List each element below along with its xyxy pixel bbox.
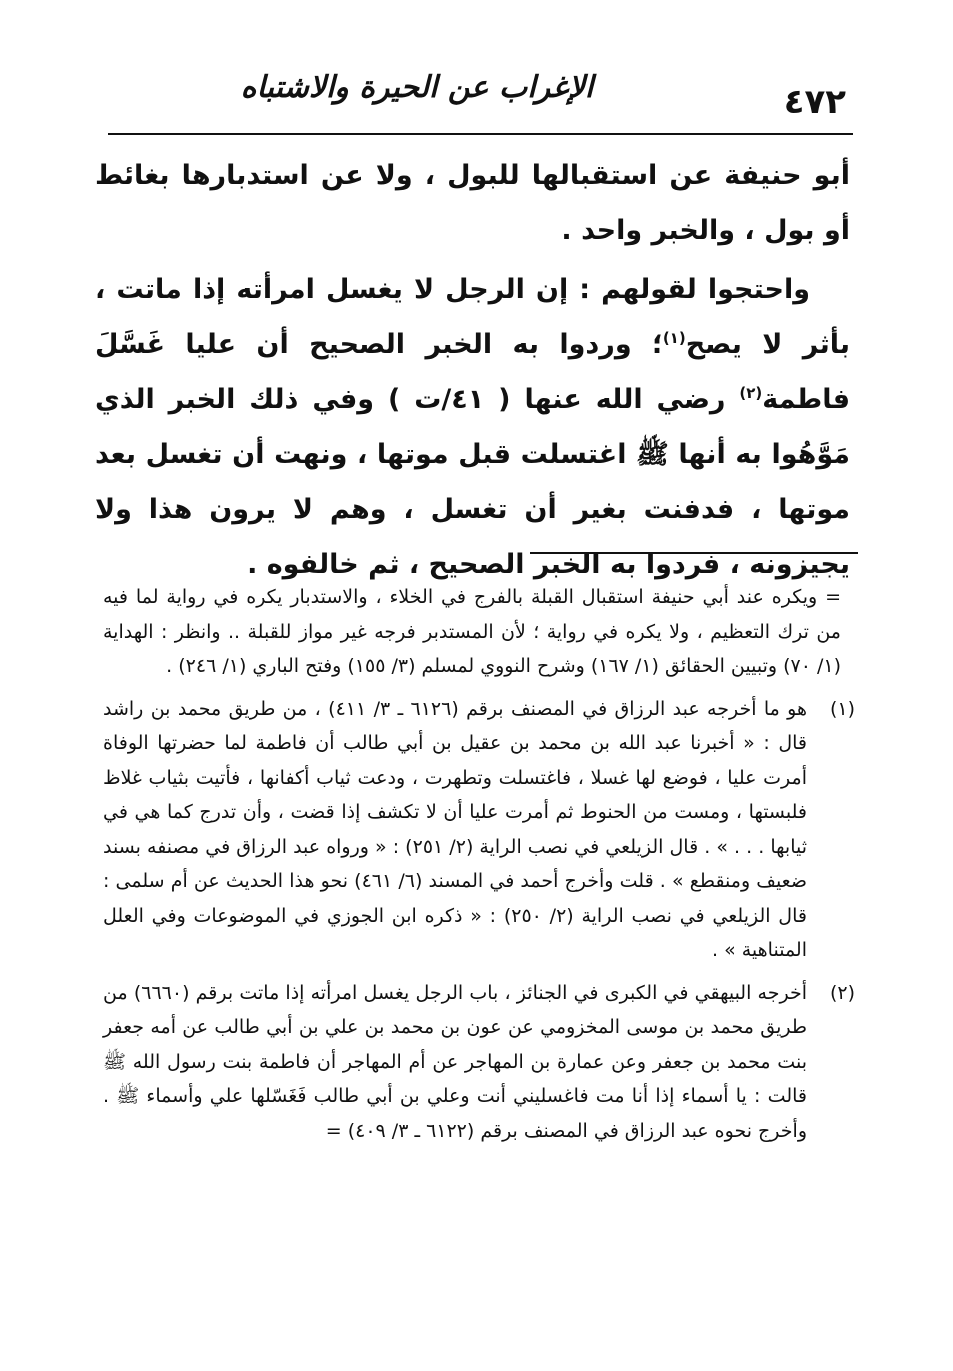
footnote-text-1: هو ما أخرجه عبد الرزاق في المصنف برقم (٦١٢٦ ـ ٣/ ٤١١) ، من طريق محمد بن راشد قال : « أخبرنا عبد الله بن محمد بن عقيل بن أبي طالب أن فاطمة لما حضرتها الوفاة أمرت عليا ، فوضع لها غسلا ، فاغتسلت وتطهرت ، ودعت ثياب أكفانها ، فأتيت بثياب غلاظ فلبستها ، ومست من الحنوط ثم أمرت عليا أن لا تكشف إذا قضت ، وأن تدرج كما هي في ثيابها . . . » . قال الزيلعي في نصب الراية (٢/ ٢٥١) : « ورواه عبد الرزاق في مصنفه بسند ضعيف ومنقطع » . قلت وأخرج أحمد في المسند (٦/ ٤٦١) نحو هذا الحديث عن أم سلمى : قال الزيلعي في نصب الراية (٢/ ٢٥٠) : « ذكره ابن الجوزي في الموضوعات وفي العلل المتناهية » . xyxy=(103,697,808,961)
main-paragraph-2 xyxy=(95,262,850,592)
header-divider xyxy=(108,133,853,135)
page-header xyxy=(108,66,846,128)
main-paragraph-1: أبو حنيفة عن استقبالها للبول ، ولا عن استدبارها بغائط أو بول ، والخبر واحد . xyxy=(95,160,850,246)
footnote-2 xyxy=(103,976,855,1149)
page-number: ٤٧٢ xyxy=(783,82,846,122)
footnote-marker-1: (١) xyxy=(829,697,855,720)
footnote-marker-2: (٢) xyxy=(829,981,855,1004)
main-text xyxy=(95,148,850,592)
main-paragraph-2-part-c: رضي الله عنها ( ٤١/ت ) وفي ذلك الخبر الذي مَوَّهُوا به أنها ﷺ اغتسلت قبل موتها ، ونهت أن تغسل بعد موتها ، فدفنت بغير أن تغسل ، وهم لا يرون هذا ولا يجيزونه ، فردوا به الخبر الصحيح ، ثم خالفوه . xyxy=(95,384,850,580)
running-title: الإغراب عن الحيرة والاشتباه xyxy=(240,70,594,105)
footnotes xyxy=(103,580,855,1156)
footnote-ref-2: (٢) xyxy=(739,384,763,402)
main-paragraph-2-part-a: واحتجوا لقولهم : إن الرجل لا يغسل امرأته إذا ماتت ، بأثر لا يصح xyxy=(95,274,850,360)
footnote-ref-1: (١) xyxy=(662,329,686,347)
footnote-divider xyxy=(530,552,858,554)
footnote-text-2: أخرجه البيهقي في الكبرى في الجنائز ، باب الرجل يغسل امرأته إذا ماتت برقم (٦٦٦٠) من طريق محمد بن موسى المخزومي عن عون بن محمد بن علي بن أبي طالب عن أمه جعفر بنت محمد بن جعفر وعن عمارة بن المهاجر عن أم المهاجر أن فاطمة بنت رسول الله ﷺ قالت : يا أسماء إذا أنا مت فاغسليني أنت وعلي بن أبي طالب فَغَسّلها علي وأسماء ﷺ . وأخرج نحوه عبد الرزاق في المصنف برقم (٦١٢٢ ـ ٣/ ٤٠٩) = xyxy=(103,981,807,1142)
footnote-1 xyxy=(103,692,855,968)
footnote-continuation: = ويكره عند أبي حنيفة استقبال القبلة بالفرج في الخلاء ، والاستدبار يكره في رواية لما فيه من ترك التعظيم ، ولا يكره في رواية ؛ لأن المستدبر فرجه غير مواز للقبلة .. وانظر : الهداية (١/ ٧٠) وتبيين الحقائق (١/ ١٦٧) وشرح النووي لمسلم (٣/ ١٥٥) وفتح الباري (١/ ٢٤٦) . xyxy=(103,586,841,677)
main-paragraph-2-part-b: ؛ وردوا به الخبر الصحيح أن عليا غَسَّلَ فاطمة xyxy=(95,329,851,415)
